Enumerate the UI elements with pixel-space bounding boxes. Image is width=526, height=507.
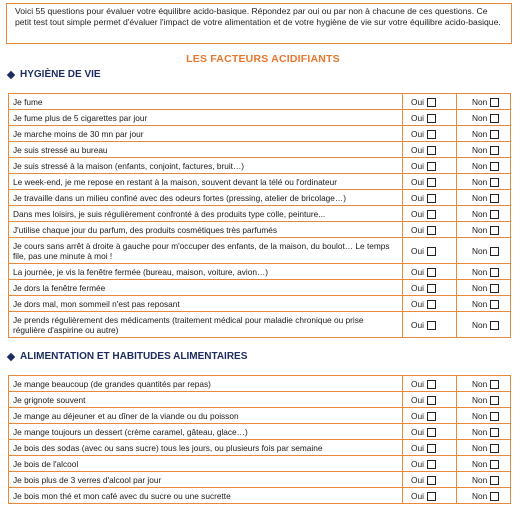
- oui-label: Oui: [411, 474, 424, 485]
- non-label: Non: [472, 224, 488, 235]
- question-text: Je mange au déjeuner et au dîner de la viande ou du poisson: [9, 408, 403, 424]
- oui-label: Oui: [411, 410, 424, 421]
- non-label: Non: [472, 458, 488, 469]
- non-label: Non: [472, 96, 488, 107]
- intro-box: [6, 3, 512, 44]
- non-checkbox[interactable]: [490, 210, 499, 219]
- question-text: Dans mes loisirs, je suis régulièrement confronté à des produits type colle, peinture...: [9, 206, 403, 222]
- oui-checkbox[interactable]: [427, 98, 436, 107]
- non-checkbox[interactable]: [490, 476, 499, 485]
- question-row: [9, 190, 511, 206]
- non-cell: [457, 424, 511, 440]
- non-checkbox[interactable]: [490, 300, 499, 309]
- non-label: Non: [472, 266, 488, 277]
- non-label: Non: [472, 410, 488, 421]
- question-text: Je mange toujours un dessert (crème caramel, gâteau, glace…): [9, 424, 403, 440]
- question-row: [9, 424, 511, 440]
- question-text: Je prends régulièrement des médicaments (traitement médical pour maladie chronique ou prise régulière d'aspirine ou autre): [9, 312, 403, 338]
- question-text: La journée, je vis la fenêtre fermée (bureau, maison, voiture, avion…): [9, 264, 403, 280]
- non-cell: [457, 158, 511, 174]
- oui-label: Oui: [411, 176, 424, 187]
- oui-cell: [403, 488, 457, 504]
- non-checkbox[interactable]: [490, 146, 499, 155]
- question-row: [9, 126, 511, 142]
- question-row: [9, 488, 511, 504]
- non-checkbox[interactable]: [490, 226, 499, 235]
- oui-cell: [403, 440, 457, 456]
- oui-cell: [403, 296, 457, 312]
- oui-checkbox[interactable]: [427, 130, 436, 139]
- oui-checkbox[interactable]: [427, 428, 436, 437]
- non-checkbox[interactable]: [490, 428, 499, 437]
- non-checkbox[interactable]: [490, 178, 499, 187]
- non-cell: [457, 296, 511, 312]
- question-text: Je suis stressé au bureau: [9, 142, 403, 158]
- non-label: Non: [472, 160, 488, 171]
- oui-label: Oui: [411, 298, 424, 309]
- non-checkbox[interactable]: [490, 162, 499, 171]
- oui-cell: [403, 472, 457, 488]
- oui-label: Oui: [411, 112, 424, 123]
- oui-cell: [403, 126, 457, 142]
- question-row: [9, 94, 511, 110]
- non-cell: [457, 376, 511, 392]
- question-text: Je bois mon thé et mon café avec du sucre ou une sucrette: [9, 488, 403, 504]
- oui-cell: [403, 424, 457, 440]
- oui-checkbox[interactable]: [427, 476, 436, 485]
- question-text: Je cours sans arrêt à droite à gauche pour m'occuper des enfants, de la maison, du boulot… Le temps file, pas une minute à moi !: [9, 238, 403, 264]
- oui-checkbox[interactable]: [427, 300, 436, 309]
- oui-label: Oui: [411, 426, 424, 437]
- oui-checkbox[interactable]: [427, 412, 436, 421]
- oui-cell: [403, 376, 457, 392]
- non-cell: [457, 126, 511, 142]
- non-checkbox[interactable]: [490, 114, 499, 123]
- oui-label: Oui: [411, 144, 424, 155]
- question-row: [9, 264, 511, 280]
- oui-checkbox[interactable]: [427, 226, 436, 235]
- non-checkbox[interactable]: [490, 460, 499, 469]
- question-text: Le week-end, je me repose en restant à la maison, souvent devant la télé ou l'ordinateur: [9, 174, 403, 190]
- oui-checkbox[interactable]: [427, 268, 436, 277]
- oui-cell: [403, 280, 457, 296]
- non-label: Non: [472, 208, 488, 219]
- diamond-bullet-icon: [7, 352, 15, 360]
- non-cell: [457, 94, 511, 110]
- question-row: [9, 206, 511, 222]
- oui-cell: [403, 222, 457, 238]
- question-text: Je suis stressé à la maison (enfants, conjoint, factures, bruit…): [9, 158, 403, 174]
- hygiene-heading: [8, 69, 101, 80]
- non-label: Non: [472, 128, 488, 139]
- oui-label: Oui: [411, 224, 424, 235]
- oui-label: Oui: [411, 458, 424, 469]
- oui-checkbox[interactable]: [427, 146, 436, 155]
- oui-label: Oui: [411, 266, 424, 277]
- oui-checkbox[interactable]: [427, 444, 436, 453]
- non-label: Non: [472, 394, 488, 405]
- oui-checkbox[interactable]: [427, 492, 436, 501]
- non-label: Non: [472, 474, 488, 485]
- non-cell: [457, 488, 511, 504]
- hygiene-title: HYGIÈNE DE VIE: [20, 69, 101, 80]
- non-label: Non: [472, 426, 488, 437]
- question-text: J'utilise chaque jour du parfum, des produits cosmétiques très parfumés: [9, 222, 403, 238]
- alimentation-question-table: [8, 375, 511, 504]
- question-text: Je dors la fenêtre fermée: [9, 280, 403, 296]
- oui-checkbox[interactable]: [427, 380, 436, 389]
- question-row: [9, 408, 511, 424]
- non-label: Non: [472, 298, 488, 309]
- non-cell: [457, 264, 511, 280]
- question-row: [9, 376, 511, 392]
- oui-checkbox[interactable]: [427, 460, 436, 469]
- oui-cell: [403, 312, 457, 338]
- question-text: Je bois des sodas (avec ou sans sucre) tous les jours, ou plusieurs fois par semaine: [9, 440, 403, 456]
- non-label: Non: [472, 245, 488, 256]
- question-text: Je dors mal, mon sommeil n'est pas reposant: [9, 296, 403, 312]
- oui-cell: [403, 264, 457, 280]
- oui-cell: [403, 174, 457, 190]
- oui-cell: [403, 456, 457, 472]
- oui-checkbox[interactable]: [427, 178, 436, 187]
- alimentation-heading: [8, 351, 247, 362]
- oui-checkbox[interactable]: [427, 114, 436, 123]
- non-cell: [457, 238, 511, 264]
- question-row: [9, 456, 511, 472]
- oui-label: Oui: [411, 208, 424, 219]
- question-row: [9, 296, 511, 312]
- non-label: Non: [472, 490, 488, 501]
- oui-checkbox[interactable]: [427, 162, 436, 171]
- non-checkbox[interactable]: [490, 444, 499, 453]
- question-text: Je marche moins de 30 mn par jour: [9, 126, 403, 142]
- section-title: LES FACTEURS ACIDIFIANTS: [186, 53, 340, 65]
- question-text: Je fume: [9, 94, 403, 110]
- question-text: Je travaille dans un milieu confiné avec des odeurs fortes (pressing, atelier de bricolage…): [9, 190, 403, 206]
- question-row: [9, 392, 511, 408]
- question-row: [9, 158, 511, 174]
- oui-checkbox[interactable]: [427, 321, 436, 330]
- hygiene-question-table: [8, 93, 511, 338]
- oui-checkbox[interactable]: [427, 396, 436, 405]
- non-cell: [457, 440, 511, 456]
- question-text: Je bois de l'alcool: [9, 456, 403, 472]
- non-checkbox[interactable]: [490, 396, 499, 405]
- non-label: Non: [472, 144, 488, 155]
- question-row: [9, 312, 511, 338]
- question-row: [9, 174, 511, 190]
- intro-text: Voici 55 questions pour évaluer votre équilibre acido-basique. Répondez par oui ou par non à chacune de ces questions. Ce petit test tout simple permet d'évaluer l'impact de votre alimentation et de votre hygiène de vie sur votre équilibre acido-basique.: [15, 6, 501, 28]
- oui-cell: [403, 190, 457, 206]
- oui-cell: [403, 94, 457, 110]
- oui-cell: [403, 392, 457, 408]
- oui-cell: [403, 110, 457, 126]
- question-row: [9, 440, 511, 456]
- non-cell: [457, 392, 511, 408]
- non-checkbox[interactable]: [490, 268, 499, 277]
- non-cell: [457, 110, 511, 126]
- question-row: [9, 142, 511, 158]
- question-text: Je fume plus de 5 cigarettes par jour: [9, 110, 403, 126]
- non-label: Non: [472, 319, 488, 330]
- oui-checkbox[interactable]: [427, 284, 436, 293]
- oui-cell: [403, 408, 457, 424]
- oui-checkbox[interactable]: [427, 210, 436, 219]
- non-checkbox[interactable]: [490, 130, 499, 139]
- question-text: Je bois plus de 3 verres d'alcool par jour: [9, 472, 403, 488]
- non-cell: [457, 280, 511, 296]
- non-cell: [457, 190, 511, 206]
- question-row: [9, 222, 511, 238]
- diamond-bullet-icon: [7, 70, 15, 78]
- non-cell: [457, 142, 511, 158]
- non-cell: [457, 472, 511, 488]
- non-label: Non: [472, 442, 488, 453]
- alimentation-title: ALIMENTATION ET HABITUDES ALIMENTAIRES: [20, 351, 248, 362]
- non-label: Non: [472, 192, 488, 203]
- non-label: Non: [472, 282, 488, 293]
- non-checkbox[interactable]: [490, 247, 499, 256]
- non-cell: [457, 206, 511, 222]
- non-label: Non: [472, 112, 488, 123]
- non-cell: [457, 408, 511, 424]
- oui-cell: [403, 158, 457, 174]
- oui-label: Oui: [411, 394, 424, 405]
- non-checkbox[interactable]: [490, 412, 499, 421]
- non-checkbox[interactable]: [490, 380, 499, 389]
- non-cell: [457, 222, 511, 238]
- question-row: [9, 280, 511, 296]
- oui-label: Oui: [411, 378, 424, 389]
- oui-label: Oui: [411, 160, 424, 171]
- non-checkbox[interactable]: [490, 98, 499, 107]
- non-cell: [457, 174, 511, 190]
- oui-cell: [403, 206, 457, 222]
- oui-label: Oui: [411, 442, 424, 453]
- non-label: Non: [472, 378, 488, 389]
- oui-cell: [403, 142, 457, 158]
- oui-label: Oui: [411, 128, 424, 139]
- non-checkbox[interactable]: [490, 284, 499, 293]
- oui-label: Oui: [411, 96, 424, 107]
- oui-checkbox[interactable]: [427, 247, 436, 256]
- question-row: [9, 110, 511, 126]
- question-text: Je grignote souvent: [9, 392, 403, 408]
- non-checkbox[interactable]: [490, 492, 499, 501]
- non-cell: [457, 456, 511, 472]
- question-text: Je mange beaucoup (de grandes quantités par repas): [9, 376, 403, 392]
- non-cell: [457, 312, 511, 338]
- non-checkbox[interactable]: [490, 321, 499, 330]
- oui-label: Oui: [411, 282, 424, 293]
- oui-label: Oui: [411, 245, 424, 256]
- non-label: Non: [472, 176, 488, 187]
- oui-label: Oui: [411, 490, 424, 501]
- oui-label: Oui: [411, 192, 424, 203]
- question-row: [9, 238, 511, 264]
- oui-checkbox[interactable]: [427, 194, 436, 203]
- non-checkbox[interactable]: [490, 194, 499, 203]
- question-row: [9, 472, 511, 488]
- oui-label: Oui: [411, 319, 424, 330]
- oui-cell: [403, 238, 457, 264]
